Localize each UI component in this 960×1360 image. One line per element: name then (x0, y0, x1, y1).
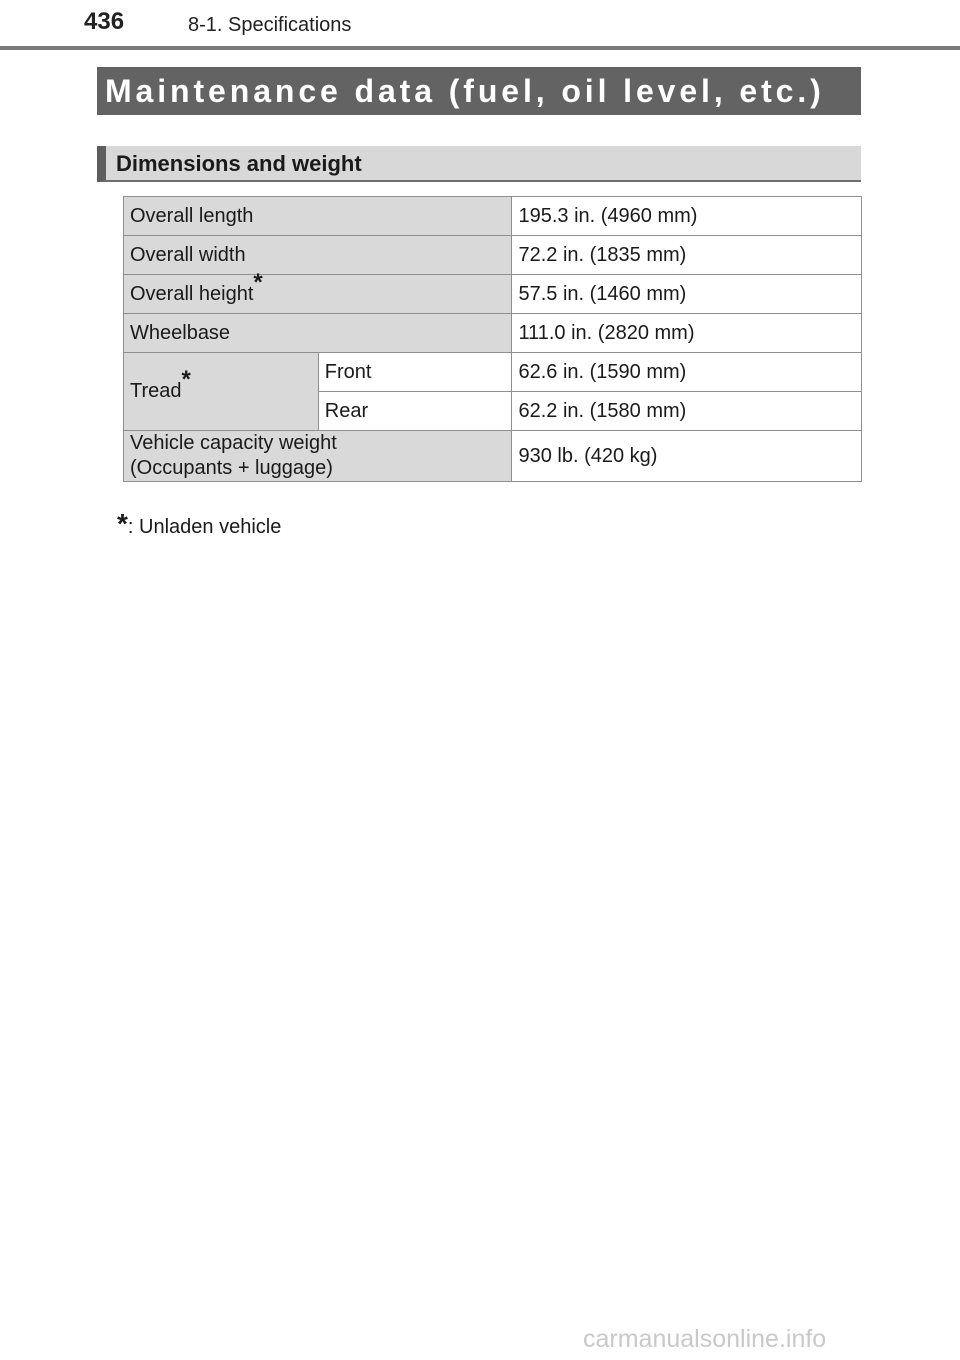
spec-sublabel: Rear (318, 392, 512, 431)
table-row (124, 197, 862, 236)
dimensions-table (123, 196, 862, 482)
spec-label: Overall width (124, 236, 512, 275)
spec-label: Overall height (130, 282, 254, 305)
footnote (117, 508, 281, 540)
spec-value: 111.0 in. (2820 mm) (512, 314, 862, 353)
subsection-header (97, 146, 861, 182)
table-row (124, 431, 862, 482)
spec-label: Wheelbase (124, 314, 512, 353)
page-number: 436 (84, 8, 125, 35)
table-row (124, 314, 862, 353)
section-breadcrumb: 8-1. Specifications (188, 14, 352, 36)
footnote-text: : Unladen vehicle (127, 516, 282, 538)
spec-label: Tread (130, 380, 182, 402)
spec-label-line: (Occupants + luggage) (130, 457, 333, 479)
table-row (124, 275, 862, 314)
watermark: carmanualsonline.info (583, 1325, 827, 1353)
spec-label-line: Vehicle capacity weight (130, 432, 337, 454)
spec-value: 195.3 in. (4960 mm) (512, 197, 862, 236)
spec-label-cell (124, 431, 512, 482)
subsection-title: Dimensions and weight (116, 151, 362, 176)
spec-value: 57.5 in. (1460 mm) (512, 275, 862, 314)
page-header (0, 0, 960, 50)
spec-value: 930 lb. (420 kg) (512, 431, 862, 482)
page-title: Maintenance data (fuel, oil level, etc.) (105, 73, 825, 109)
footnote-marker: * (181, 366, 191, 394)
spec-value: 62.6 in. (1590 mm) (512, 353, 862, 392)
footnote-marker: * (117, 508, 128, 539)
spec-label-cell (124, 268, 512, 314)
spec-sublabel: Front (318, 353, 512, 392)
table-row (124, 353, 862, 392)
header-divider (0, 46, 960, 50)
spec-label-cell (124, 353, 319, 431)
footnote-marker: * (253, 268, 263, 296)
spec-value: 62.2 in. (1580 mm) (512, 392, 862, 431)
spec-label: Overall length (124, 197, 512, 236)
main-title-bar (97, 67, 861, 115)
table-row (124, 236, 862, 275)
spec-value: 72.2 in. (1835 mm) (512, 236, 862, 275)
